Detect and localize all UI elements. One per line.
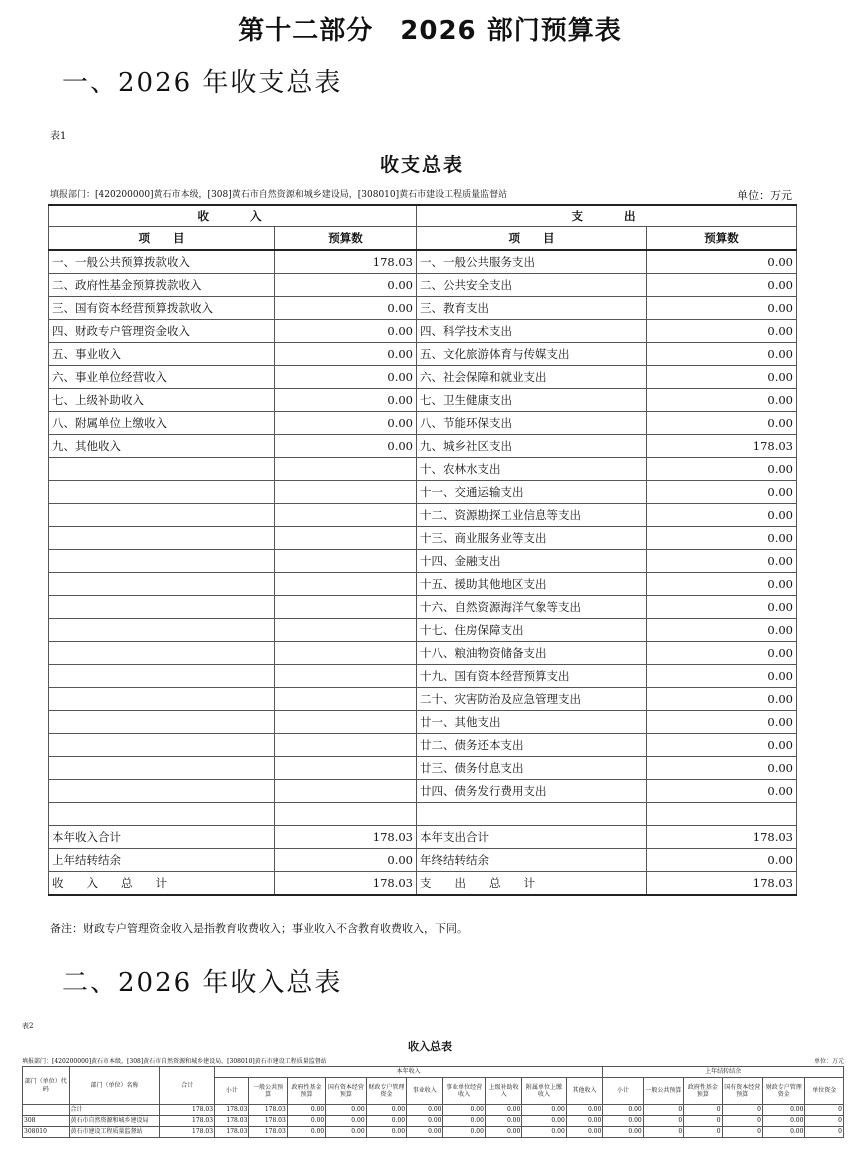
income-value — [275, 711, 417, 734]
unit-code: 308010 — [23, 1127, 70, 1138]
table-row — [49, 481, 797, 504]
income-value — [275, 642, 417, 665]
expense-item: 五、文化旅游体育与传媒支出 — [417, 343, 647, 366]
expense-item: 二十、灾害防治及应急管理支出 — [417, 688, 647, 711]
current-subheader: 一般公共预算 — [249, 1078, 287, 1105]
income-item: 五、事业收入 — [49, 343, 275, 366]
income-item: 一、一般公共预算拨款收入 — [49, 250, 275, 274]
income-item: 六、事业单位经营收入 — [49, 366, 275, 389]
amount-cell: 178.03 — [249, 1127, 287, 1138]
income-total-label: 收 入 总 计 — [49, 872, 275, 896]
income-value — [275, 757, 417, 780]
expense-item: 三、教育支出 — [417, 297, 647, 320]
table1-header-group — [49, 205, 797, 227]
current-subheader: 小计 — [215, 1078, 249, 1105]
amount-cell: 0.00 — [522, 1105, 566, 1116]
amount-cell: 0.00 — [287, 1116, 325, 1127]
amount-cell: 178.03 — [215, 1116, 249, 1127]
table-row — [49, 642, 797, 665]
expense-value: 0.00 — [647, 389, 797, 412]
expense-item: 十二、资源勘探工业信息等支出 — [417, 504, 647, 527]
income-expense-table — [48, 204, 797, 896]
income-item — [49, 504, 275, 527]
expense-item: 十七、住房保障支出 — [417, 619, 647, 642]
amount-cell: 0.00 — [326, 1105, 366, 1116]
income-value — [275, 527, 417, 550]
amount-cell: 0.00 — [566, 1116, 603, 1127]
income-item — [49, 481, 275, 504]
amount-cell: 0.00 — [326, 1127, 366, 1138]
table-row — [49, 435, 797, 458]
expense-item: 四、科学技术支出 — [417, 320, 647, 343]
table1-fill-unit: 填报部门：[420200000]黄石市本级，[308]黄石市自然资源和城乡建设局，[308010]黄石市建设工程质量监督站 — [50, 190, 508, 200]
income-value — [275, 734, 417, 757]
expense-item: 十九、国有资本经营预算支出 — [417, 665, 647, 688]
expense-value: 0.00 — [647, 504, 797, 527]
amount-cell: 0.00 — [443, 1105, 485, 1116]
income-budget-header: 预算数 — [275, 227, 417, 251]
income-value — [275, 550, 417, 573]
expense-value: 0.00 — [647, 250, 797, 274]
section2-title: 二、2026 年收入总表 — [62, 968, 343, 998]
table-row — [49, 343, 797, 366]
amount-cell: 178.03 — [160, 1116, 215, 1127]
amount-cell: 0 — [684, 1105, 722, 1116]
amount-cell: 0.00 — [407, 1127, 443, 1138]
expense-item: 十、农林水支出 — [417, 458, 647, 481]
carryover-subheader: 单位资金 — [805, 1078, 844, 1105]
amount-cell: 0.00 — [407, 1116, 443, 1127]
expense-value: 0.00 — [647, 550, 797, 573]
table-row — [49, 366, 797, 389]
total-header: 合计 — [160, 1067, 215, 1105]
expense-total-label: 年终结转结余 — [417, 849, 647, 872]
expense-item: 七、卫生健康支出 — [417, 389, 647, 412]
income-value: 0.00 — [275, 297, 417, 320]
table-row — [23, 1105, 844, 1116]
amount-cell: 0.00 — [443, 1116, 485, 1127]
current-subheader: 事业单位经营收入 — [443, 1078, 485, 1105]
expense-item: 十五、援助其他地区支出 — [417, 573, 647, 596]
current-year-header: 本年收入 — [215, 1067, 603, 1078]
income-value: 0.00 — [275, 389, 417, 412]
current-subheader: 附属单位上缴收入 — [522, 1078, 566, 1105]
table-row — [49, 550, 797, 573]
income-value — [275, 596, 417, 619]
income-item: 七、上级补助收入 — [49, 389, 275, 412]
income-value: 0.00 — [275, 274, 417, 297]
expense-value: 0.00 — [647, 688, 797, 711]
income-value: 0.00 — [275, 343, 417, 366]
blank-cell — [647, 803, 797, 826]
expense-value: 0.00 — [647, 343, 797, 366]
amount-cell: 0.00 — [762, 1105, 804, 1116]
income-value: 0.00 — [275, 412, 417, 435]
amount-cell: 0.00 — [287, 1105, 325, 1116]
income-total-value: 178.03 — [275, 826, 417, 849]
section1-title: 一、2026 年收支总表 — [62, 68, 343, 98]
amount-cell: 0.00 — [326, 1116, 366, 1127]
amount-cell: 0 — [722, 1105, 762, 1116]
table-row — [49, 250, 797, 274]
income-item: 二、政府性基金预算拨款收入 — [49, 274, 275, 297]
amount-cell: 0 — [684, 1116, 722, 1127]
table-row — [49, 688, 797, 711]
expense-value: 0.00 — [647, 619, 797, 642]
expense-item: 廿三、债务付息支出 — [417, 757, 647, 780]
amount-cell: 178.03 — [215, 1105, 249, 1116]
blank-cell — [49, 803, 275, 826]
carryover-subheader: 一般公共预算 — [643, 1078, 683, 1105]
expense-item: 二、公共安全支出 — [417, 274, 647, 297]
blank-row — [49, 803, 797, 826]
table-row — [49, 527, 797, 550]
amount-cell: 0 — [722, 1127, 762, 1138]
table2-unit: 单位：万元 — [813, 1058, 844, 1065]
amount-cell: 0.00 — [522, 1116, 566, 1127]
income-item: 四、财政专户管理资金收入 — [49, 320, 275, 343]
amount-cell: 0.00 — [522, 1127, 566, 1138]
expense-value: 0.00 — [647, 527, 797, 550]
amount-cell: 178.03 — [160, 1127, 215, 1138]
amount-cell: 178.03 — [160, 1105, 215, 1116]
income-value — [275, 619, 417, 642]
income-item — [49, 734, 275, 757]
table-row — [49, 665, 797, 688]
table1-unit: 单位：万元 — [737, 189, 792, 202]
table1-header-columns — [49, 227, 797, 251]
amount-cell: 0 — [805, 1116, 844, 1127]
income-value — [275, 458, 417, 481]
table1-caption: 收支总表 — [379, 154, 464, 176]
main-title: 第十二部分 2026 部门预算表 — [238, 16, 622, 46]
expense-value: 0.00 — [647, 274, 797, 297]
carryover-subheader: 国有资本经营预算 — [722, 1078, 762, 1105]
expense-value: 0.00 — [647, 734, 797, 757]
amount-cell: 0.00 — [485, 1127, 521, 1138]
blank-cell — [417, 803, 647, 826]
table-row — [49, 458, 797, 481]
amount-cell: 0 — [805, 1127, 844, 1138]
income-value — [275, 504, 417, 527]
table-row — [49, 504, 797, 527]
amount-cell: 0.00 — [762, 1127, 804, 1138]
expense-item: 六、社会保障和就业支出 — [417, 366, 647, 389]
amount-cell: 0 — [805, 1105, 844, 1116]
income-item — [49, 688, 275, 711]
expense-item: 十四、金融支出 — [417, 550, 647, 573]
expense-value: 0.00 — [647, 642, 797, 665]
income-value: 0.00 — [275, 366, 417, 389]
current-subheader: 事业收入 — [407, 1078, 443, 1105]
amount-cell: 0 — [684, 1127, 722, 1138]
amount-cell: 0.00 — [603, 1105, 643, 1116]
table-row — [49, 734, 797, 757]
expense-value: 0.00 — [647, 412, 797, 435]
expense-value: 178.03 — [647, 435, 797, 458]
amount-cell: 0.00 — [485, 1105, 521, 1116]
total-row — [49, 849, 797, 872]
amount-cell: 178.03 — [215, 1127, 249, 1138]
amount-cell: 0.00 — [566, 1105, 603, 1116]
income-item — [49, 642, 275, 665]
table-row — [49, 757, 797, 780]
expense-item: 八、节能环保支出 — [417, 412, 647, 435]
expense-item: 廿一、其他支出 — [417, 711, 647, 734]
income-total-value: 0.00 — [275, 849, 417, 872]
income-value — [275, 688, 417, 711]
expense-value: 0.00 — [647, 366, 797, 389]
expense-total-label: 支 出 总 计 — [417, 872, 647, 896]
table2-caption: 收入总表 — [408, 1040, 452, 1053]
expense-budget-header: 预算数 — [647, 227, 797, 251]
amount-cell: 0.00 — [762, 1116, 804, 1127]
table2-fill-unit: 填报部门：[420200000]黄石市本级，[308]黄石市自然资源和城乡建设局，[308010]黄石市建设工程质量监督站 — [22, 1058, 327, 1065]
income-expense-table-panel — [48, 122, 796, 940]
table-row — [23, 1127, 844, 1138]
current-subheader: 财政专户管理资金 — [366, 1078, 406, 1105]
table-row — [49, 711, 797, 734]
income-item-header: 项 目 — [49, 227, 275, 251]
table-row — [49, 320, 797, 343]
total-row — [49, 826, 797, 849]
amount-cell: 0.00 — [366, 1127, 406, 1138]
amount-cell: 0.00 — [485, 1116, 521, 1127]
income-item — [49, 619, 275, 642]
income-item — [49, 458, 275, 481]
current-subheader: 上级补助收入 — [485, 1078, 521, 1105]
income-value — [275, 665, 417, 688]
unit-code — [23, 1105, 70, 1116]
expense-item: 十六、自然资源海洋气象等支出 — [417, 596, 647, 619]
current-subheader: 国有资本经营预算 — [326, 1078, 366, 1105]
code-header: 部门（单位）代码 — [23, 1067, 70, 1105]
table-row — [49, 412, 797, 435]
income-item: 九、其他收入 — [49, 435, 275, 458]
amount-cell: 0.00 — [287, 1127, 325, 1138]
expense-total-value: 0.00 — [647, 849, 797, 872]
expense-value: 0.00 — [647, 458, 797, 481]
income-item — [49, 711, 275, 734]
table-row — [23, 1116, 844, 1127]
expense-value: 0.00 — [647, 573, 797, 596]
amount-cell: 178.03 — [249, 1105, 287, 1116]
expense-item: 廿四、债务发行费用支出 — [417, 780, 647, 803]
expense-total-label: 本年支出合计 — [417, 826, 647, 849]
amount-cell: 0.00 — [407, 1105, 443, 1116]
expense-item: 十八、粮油物资储备支出 — [417, 642, 647, 665]
table-row — [49, 274, 797, 297]
amount-cell: 0.00 — [366, 1105, 406, 1116]
table-row — [49, 297, 797, 320]
current-subheader: 政府性基金预算 — [287, 1078, 325, 1105]
table2-header-group — [23, 1067, 844, 1078]
income-item: 八、附属单位上缴收入 — [49, 412, 275, 435]
table-row — [49, 573, 797, 596]
income-total-label: 本年收入合计 — [49, 826, 275, 849]
table1-label: 表1 — [50, 131, 67, 142]
income-item — [49, 665, 275, 688]
income-item — [49, 527, 275, 550]
total-row — [49, 872, 797, 896]
expense-value: 0.00 — [647, 481, 797, 504]
income-item — [49, 573, 275, 596]
table-row — [49, 596, 797, 619]
expense-value: 0.00 — [647, 320, 797, 343]
expense-item: 十三、商业服务业等支出 — [417, 527, 647, 550]
income-value: 0.00 — [275, 435, 417, 458]
expense-value: 0.00 — [647, 711, 797, 734]
income-item — [49, 757, 275, 780]
unit-name: 合计 — [69, 1105, 160, 1116]
income-value: 178.03 — [275, 250, 417, 274]
income-summary-table — [22, 1066, 844, 1138]
table1-note: 备注：财政专户管理资金收入是指教育收费收入；事业收入不含教育收费收入，下同。 — [50, 922, 468, 935]
expense-header: 支 出 — [417, 205, 797, 227]
amount-cell: 0.00 — [603, 1116, 643, 1127]
income-value: 0.00 — [275, 320, 417, 343]
income-total-label: 上年结转结余 — [49, 849, 275, 872]
amount-cell: 0.00 — [366, 1116, 406, 1127]
expense-item-header: 项 目 — [417, 227, 647, 251]
carryover-header: 上年结转结余 — [603, 1067, 844, 1078]
income-item: 三、国有资本经营预算拨款收入 — [49, 297, 275, 320]
current-subheader: 其他收入 — [566, 1078, 603, 1105]
amount-cell: 0.00 — [566, 1127, 603, 1138]
unit-code: 308 — [23, 1116, 70, 1127]
table-row — [49, 389, 797, 412]
table-row — [49, 619, 797, 642]
expense-total-value: 178.03 — [647, 826, 797, 849]
unit-name: 黄石市自然资源和城乡建设局 — [69, 1116, 160, 1127]
income-item — [49, 550, 275, 573]
table-row — [49, 780, 797, 803]
carryover-subheader: 财政专户管理资金 — [762, 1078, 804, 1105]
expense-item: 九、城乡社区支出 — [417, 435, 647, 458]
carryover-subheader: 政府性基金预算 — [684, 1078, 722, 1105]
income-value — [275, 780, 417, 803]
amount-cell: 178.03 — [249, 1116, 287, 1127]
expense-value: 0.00 — [647, 757, 797, 780]
expense-value: 0.00 — [647, 665, 797, 688]
expense-value: 0.00 — [647, 297, 797, 320]
expense-item: 一、一般公共服务支出 — [417, 250, 647, 274]
amount-cell: 0 — [722, 1116, 762, 1127]
amount-cell: 0.00 — [443, 1127, 485, 1138]
income-value — [275, 573, 417, 596]
table2-label: 表2 — [22, 1022, 34, 1030]
expense-item: 十一、交通运输支出 — [417, 481, 647, 504]
expense-total-value: 178.03 — [647, 872, 797, 896]
carryover-subheader: 小计 — [603, 1078, 643, 1105]
amount-cell: 0 — [643, 1116, 683, 1127]
expense-item: 廿二、债务还本支出 — [417, 734, 647, 757]
income-total-value: 178.03 — [275, 872, 417, 896]
income-item — [49, 780, 275, 803]
amount-cell: 0 — [643, 1105, 683, 1116]
expense-value: 0.00 — [647, 780, 797, 803]
name-header: 部门（单位）名称 — [69, 1067, 160, 1105]
income-header: 收 入 — [49, 205, 417, 227]
amount-cell: 0.00 — [603, 1127, 643, 1138]
amount-cell: 0 — [643, 1127, 683, 1138]
blank-cell — [275, 803, 417, 826]
income-value — [275, 481, 417, 504]
income-item — [49, 596, 275, 619]
unit-name: 黄石市建设工程质量监督站 — [69, 1127, 160, 1138]
expense-value: 0.00 — [647, 596, 797, 619]
